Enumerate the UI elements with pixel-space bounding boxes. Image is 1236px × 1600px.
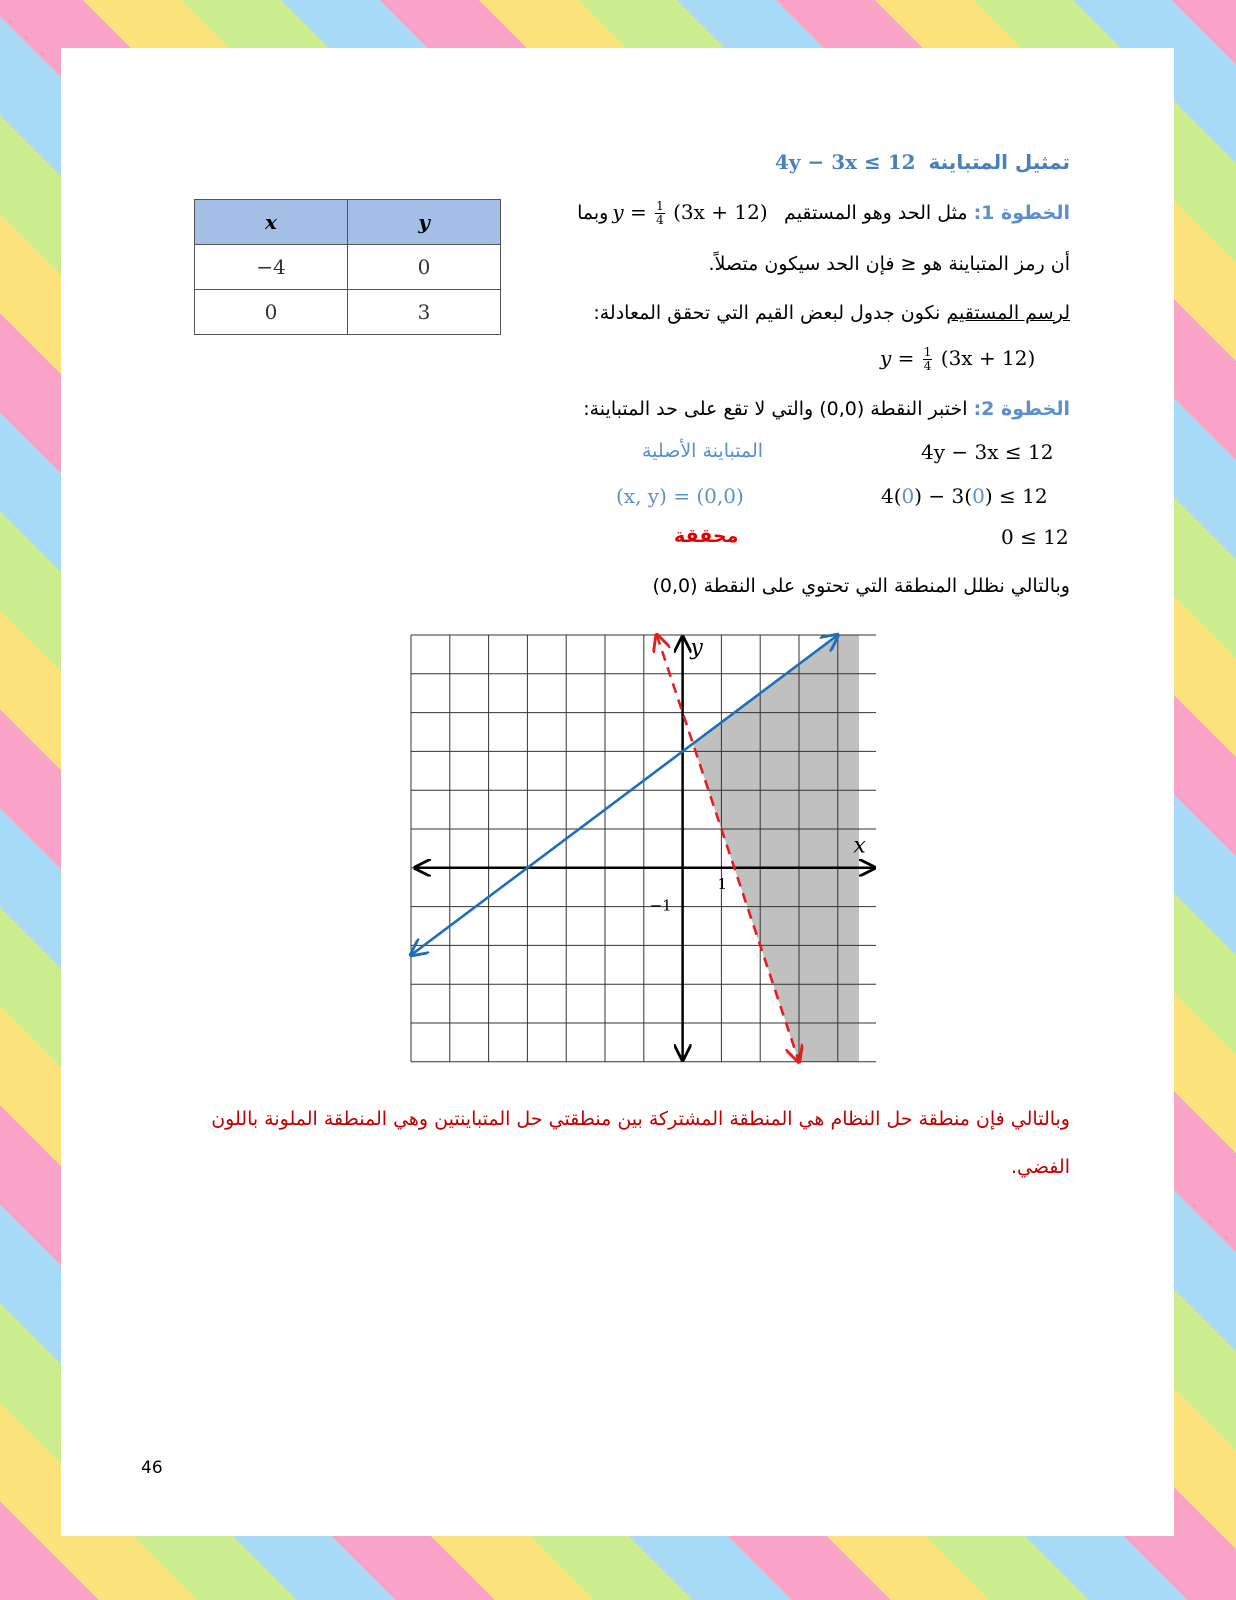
step1-line1 [577, 200, 1070, 227]
step1-equation [612, 199, 774, 227]
shaded-solution-region [693, 635, 876, 1062]
table-row [195, 290, 501, 335]
section-title [775, 150, 1070, 174]
table-cell: 0 [195, 290, 348, 335]
step1-line3 [593, 302, 1070, 324]
step2-conclusion: وبالتالي نظلل المنطقة التي تحتوي على النقطة (0,0) [652, 575, 1070, 597]
check-expr-3: 0 ≤ 12 [1001, 525, 1069, 549]
step2-line [583, 398, 1070, 420]
table-header-y: y [348, 200, 501, 245]
line-equation [880, 346, 1035, 373]
y-tick-label: −1 [649, 896, 672, 915]
step1-label: الخطوة 1: [973, 202, 1070, 224]
table-cell: 3 [348, 290, 501, 335]
final-line2: الفضي. [1010, 1156, 1070, 1178]
check-note-3: محققة [674, 525, 739, 547]
table-header-x: x [195, 200, 348, 245]
check-expr-2: 4(0) − 3(0) ≤ 12 [881, 484, 1048, 508]
check-note-2: (x, y) = (0,0) [616, 484, 744, 508]
check-note-1: المتباينة الأصلية [642, 440, 764, 462]
step1-fraction: $\frac{1}{4}$ [656, 199, 664, 227]
table-cell: 0 [348, 245, 501, 290]
step2-text: اختبر النقطة (0,0) والتي لا تقع على حد المتباينة: [583, 398, 968, 420]
step1-line3-underlined: لرسم المستقيم [946, 302, 1070, 324]
title-expression: 4y − 3x ≤ 12 [774, 150, 916, 174]
table-row [195, 245, 501, 290]
step1-eq-lhs: y = [612, 200, 647, 224]
title-label: تمثيل المتباينة [928, 150, 1070, 174]
values-table [194, 199, 501, 335]
equation-lhs: y = [880, 346, 915, 370]
table-header-row [195, 200, 501, 245]
equation-rhs: (3x + 12) [940, 346, 1036, 370]
step1-line2: أن رمز المتباينة هو ≤ فإن الحد سيكون متصلاً. [708, 253, 1070, 275]
step1-text: مثل الحد وهو المستقيم [784, 202, 968, 224]
step1-eq-rhs: (3x + 12) [673, 200, 768, 224]
x-tick-label: 1 [717, 875, 728, 894]
page [61, 48, 1174, 1536]
step1-line3-rest: نكون جدول لبعض القيم التي تحقق المعادلة: [593, 302, 941, 324]
y-axis-label: y [690, 635, 703, 661]
equation-fraction: $\frac{1}{4}$ [923, 345, 932, 373]
x-axis-label: x [853, 833, 866, 859]
check-expr-1: 4y − 3x ≤ 12 [921, 440, 1054, 464]
final-line1: وبالتالي فإن منطقة حل النظام هي المنطقة المشتركة بين منطقتي حل المتباينتين وهي المنطقة الملونة باللون [211, 1108, 1070, 1130]
table-cell: −4 [195, 245, 348, 290]
page-number: 46 [141, 1458, 163, 1478]
inequality-graph [406, 630, 876, 1070]
step2-label: الخطوة 2: [973, 398, 1070, 420]
step1-and: وبما [577, 202, 609, 224]
